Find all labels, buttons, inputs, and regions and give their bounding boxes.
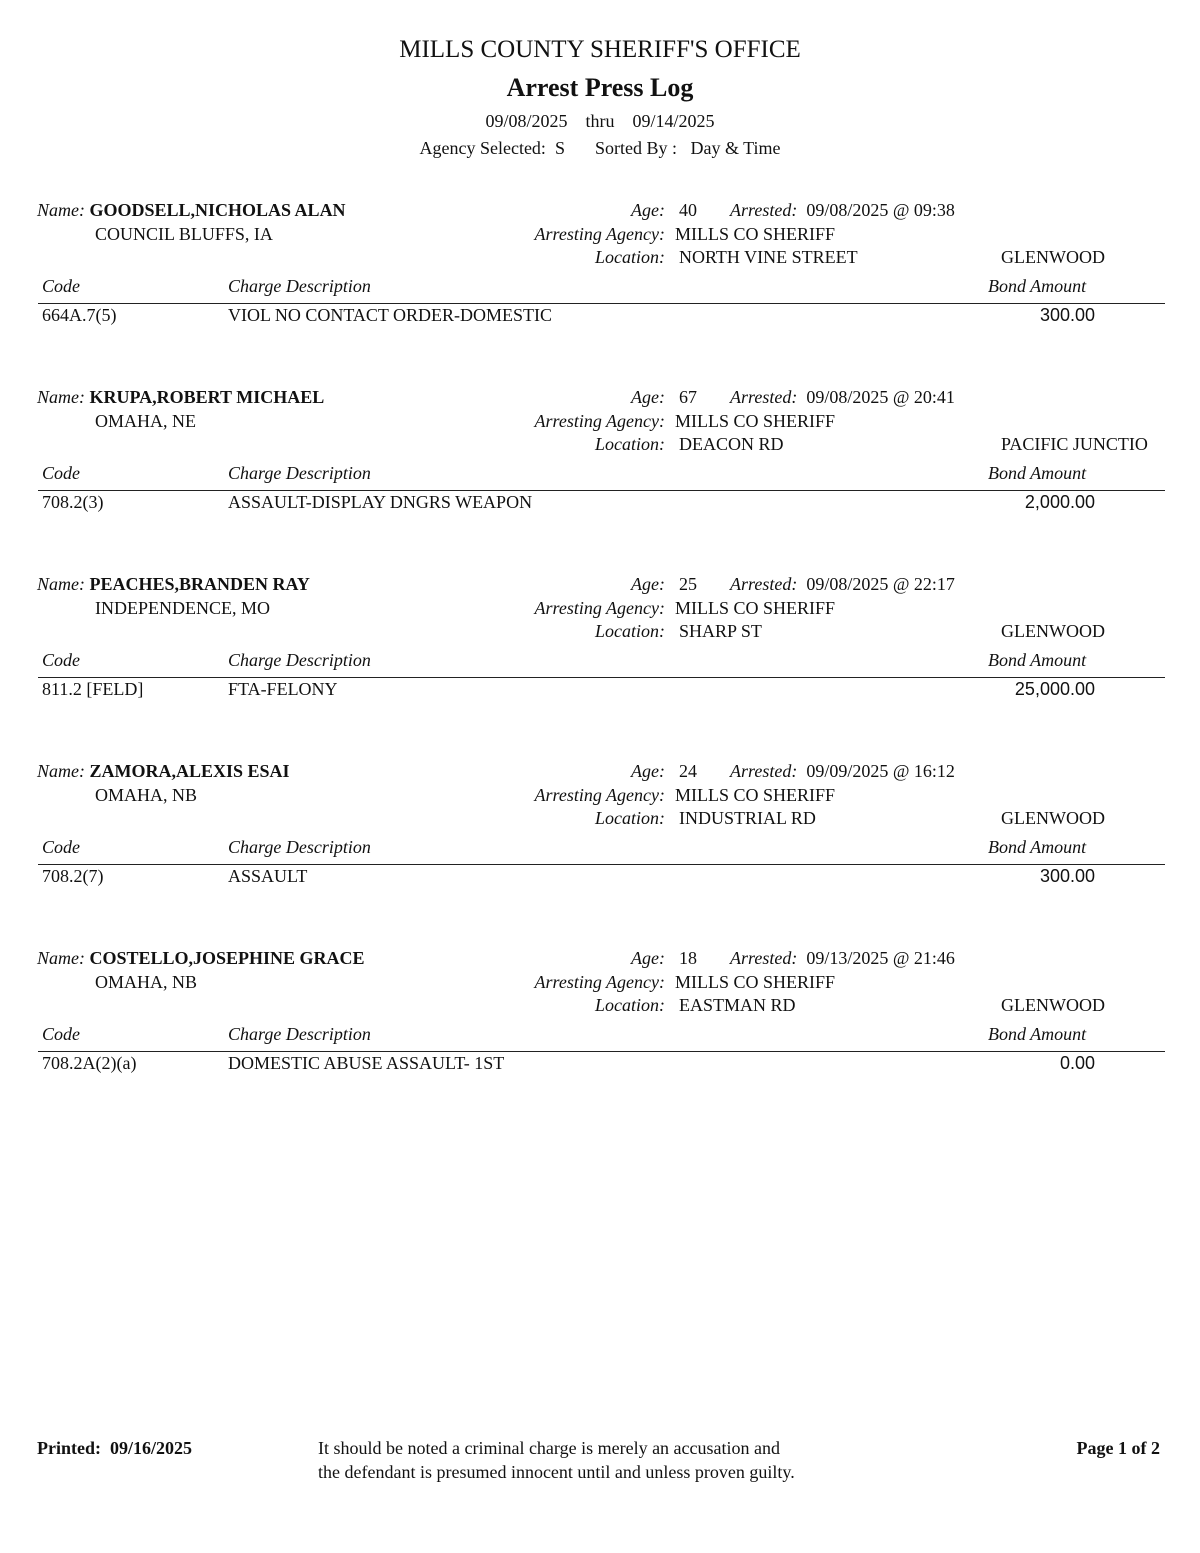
charge-description: DOMESTIC ABUSE ASSAULT- 1ST <box>228 1053 505 1073</box>
arrestee-city: OMAHA, NB <box>95 785 198 805</box>
notice-line-1: It should be noted a criminal charge is merely an accusation and <box>318 1438 781 1458</box>
arrest-location: DEACON RD <box>679 434 784 454</box>
arrestee-city: OMAHA, NE <box>95 411 196 431</box>
arrestee-city: INDEPENDENCE, MO <box>95 598 270 618</box>
bond-amount-header: Bond Amount <box>988 837 1087 857</box>
arrested-line <box>730 947 955 969</box>
arrest-town: GLENWOOD <box>1001 247 1105 267</box>
charge-description: VIOL NO CONTACT ORDER-DOMESTIC <box>228 305 553 325</box>
bond-amount: 300.00 <box>1039 305 1095 325</box>
presumption-notice <box>318 1436 795 1484</box>
arrest-town: PACIFIC JUNCTIO <box>1001 434 1148 454</box>
charge-code: 664A.7(5) <box>42 305 117 325</box>
arrested-line <box>730 760 955 782</box>
name-label: Name: <box>37 387 85 407</box>
name-line <box>37 386 324 408</box>
arresting-agency: MILLS CO SHERIFF <box>675 224 836 244</box>
charge-description: ASSAULT-DISPLAY DNGRS WEAPON <box>228 492 533 512</box>
arresting-agency-label: Arresting Agency: <box>534 972 665 992</box>
arrestee-name: ZAMORA,ALEXIS ESAI <box>89 761 290 781</box>
arrestee-age: 40 <box>679 200 697 220</box>
arrest-record <box>0 760 1200 900</box>
arresting-agency: MILLS CO SHERIFF <box>675 411 836 431</box>
name-label: Name: <box>37 200 85 220</box>
arresting-agency-label: Arresting Agency: <box>534 411 665 431</box>
location-label: Location: <box>595 247 665 267</box>
arrest-record <box>0 573 1200 713</box>
location-label: Location: <box>595 808 665 828</box>
code-header: Code <box>42 463 80 483</box>
name-line <box>37 199 346 221</box>
date-from: 09/08/2025 <box>485 111 568 131</box>
bond-amount: 0.00 <box>1059 1053 1095 1073</box>
charge-code: 708.2(7) <box>42 866 104 886</box>
charge-description: FTA-FELONY <box>228 679 338 699</box>
arresting-agency-label: Arresting Agency: <box>534 785 665 805</box>
arrested-datetime: 09/13/2025 @ 21:46 <box>806 948 955 968</box>
arrested-label: Arrested: <box>730 574 798 594</box>
date-range <box>0 111 1200 132</box>
arrest-location: EASTMAN RD <box>679 995 796 1015</box>
agency-selected-label: Agency Selected: <box>419 138 546 158</box>
bond-amount-header: Bond Amount <box>988 650 1087 670</box>
printed-date <box>37 1436 192 1460</box>
arresting-agency-label: Arresting Agency: <box>534 224 665 244</box>
name-label: Name: <box>37 761 85 781</box>
arrest-location: SHARP ST <box>679 621 762 641</box>
arresting-agency-label: Arresting Agency: <box>534 598 665 618</box>
charge-code: 708.2A(2)(a) <box>42 1053 137 1073</box>
arrested-datetime: 09/09/2025 @ 16:12 <box>806 761 955 781</box>
arrest-record <box>0 199 1200 339</box>
age-label: Age: <box>631 387 665 407</box>
name-label: Name: <box>37 948 85 968</box>
arrestee-age: 18 <box>679 948 697 968</box>
arrested-line <box>730 199 955 221</box>
code-header: Code <box>42 276 80 296</box>
arrest-record <box>0 947 1200 1087</box>
charge-code: 811.2 [FELD] <box>42 679 144 699</box>
arrested-label: Arrested: <box>730 387 798 407</box>
thru-label: thru <box>585 111 615 131</box>
arrestee-age: 24 <box>679 761 697 781</box>
printed-label: Printed: <box>37 1438 101 1458</box>
agency-selected-value: S <box>554 138 565 158</box>
arrestee-city: COUNCIL BLUFFS, IA <box>95 224 273 244</box>
arrested-label: Arrested: <box>730 200 798 220</box>
name-line <box>37 760 290 782</box>
bond-amount-header: Bond Amount <box>988 276 1087 296</box>
age-label: Age: <box>631 200 665 220</box>
bond-amount: 25,000.00 <box>1014 679 1095 699</box>
arrested-label: Arrested: <box>730 761 798 781</box>
bond-amount: 300.00 <box>1039 866 1095 886</box>
age-label: Age: <box>631 574 665 594</box>
date-to: 09/14/2025 <box>632 111 715 131</box>
arrest-town: GLENWOOD <box>1001 995 1105 1015</box>
arrestee-name: GOODSELL,NICHOLAS ALAN <box>89 200 346 220</box>
printed-value: 09/16/2025 <box>109 1438 192 1458</box>
charge-description-header: Charge Description <box>228 837 371 857</box>
age-label: Age: <box>631 761 665 781</box>
bond-amount-header: Bond Amount <box>988 1024 1087 1044</box>
arrested-line <box>730 573 955 595</box>
charge-code: 708.2(3) <box>42 492 104 512</box>
arrest-town: GLENWOOD <box>1001 808 1105 828</box>
arresting-agency: MILLS CO SHERIFF <box>675 598 836 618</box>
arrestee-city: OMAHA, NB <box>95 972 198 992</box>
arrested-line <box>730 386 955 408</box>
notice-line-2: the defendant is presumed innocent until and unless proven guilty. <box>318 1462 795 1482</box>
arrestee-name: KRUPA,ROBERT MICHAEL <box>89 387 325 407</box>
office-title: MILLS COUNTY SHERIFF'S OFFICE <box>399 36 801 63</box>
name-line <box>37 573 310 595</box>
arresting-agency: MILLS CO SHERIFF <box>675 785 836 805</box>
code-header: Code <box>42 837 80 857</box>
charge-description-header: Charge Description <box>228 1024 371 1044</box>
location-label: Location: <box>595 995 665 1015</box>
arrested-datetime: 09/08/2025 @ 20:41 <box>806 387 955 407</box>
location-label: Location: <box>595 434 665 454</box>
charge-description: ASSAULT <box>228 866 308 886</box>
arrest-record <box>0 386 1200 526</box>
arrest-location: NORTH VINE STREET <box>679 247 858 267</box>
arrest-location: INDUSTRIAL RD <box>679 808 816 828</box>
sorted-by-label: Sorted By : <box>594 138 677 158</box>
arrestee-name: COSTELLO,JOSEPHINE GRACE <box>89 948 365 968</box>
arrestee-name: PEACHES,BRANDEN RAY <box>89 574 310 594</box>
bond-amount: 2,000.00 <box>1024 492 1095 512</box>
arrested-datetime: 09/08/2025 @ 22:17 <box>806 574 955 594</box>
arrestee-age: 25 <box>679 574 697 594</box>
charge-description-header: Charge Description <box>228 463 371 483</box>
bond-amount-header: Bond Amount <box>988 463 1087 483</box>
arrested-label: Arrested: <box>730 948 798 968</box>
arrestee-age: 67 <box>679 387 697 407</box>
location-label: Location: <box>595 621 665 641</box>
report-criteria <box>0 138 1200 159</box>
page-number: Page 1 of 2 <box>1076 1438 1160 1458</box>
charge-description-header: Charge Description <box>228 276 371 296</box>
sorted-by-value: Day & Time <box>690 138 781 158</box>
code-header: Code <box>42 1024 80 1044</box>
name-line <box>37 947 365 969</box>
arrest-town: GLENWOOD <box>1001 621 1105 641</box>
arresting-agency: MILLS CO SHERIFF <box>675 972 836 992</box>
code-header: Code <box>42 650 80 670</box>
name-label: Name: <box>37 574 85 594</box>
arrested-datetime: 09/08/2025 @ 09:38 <box>806 200 955 220</box>
report-title: Arrest Press Log <box>506 73 694 102</box>
age-label: Age: <box>631 948 665 968</box>
charge-description-header: Charge Description <box>228 650 371 670</box>
